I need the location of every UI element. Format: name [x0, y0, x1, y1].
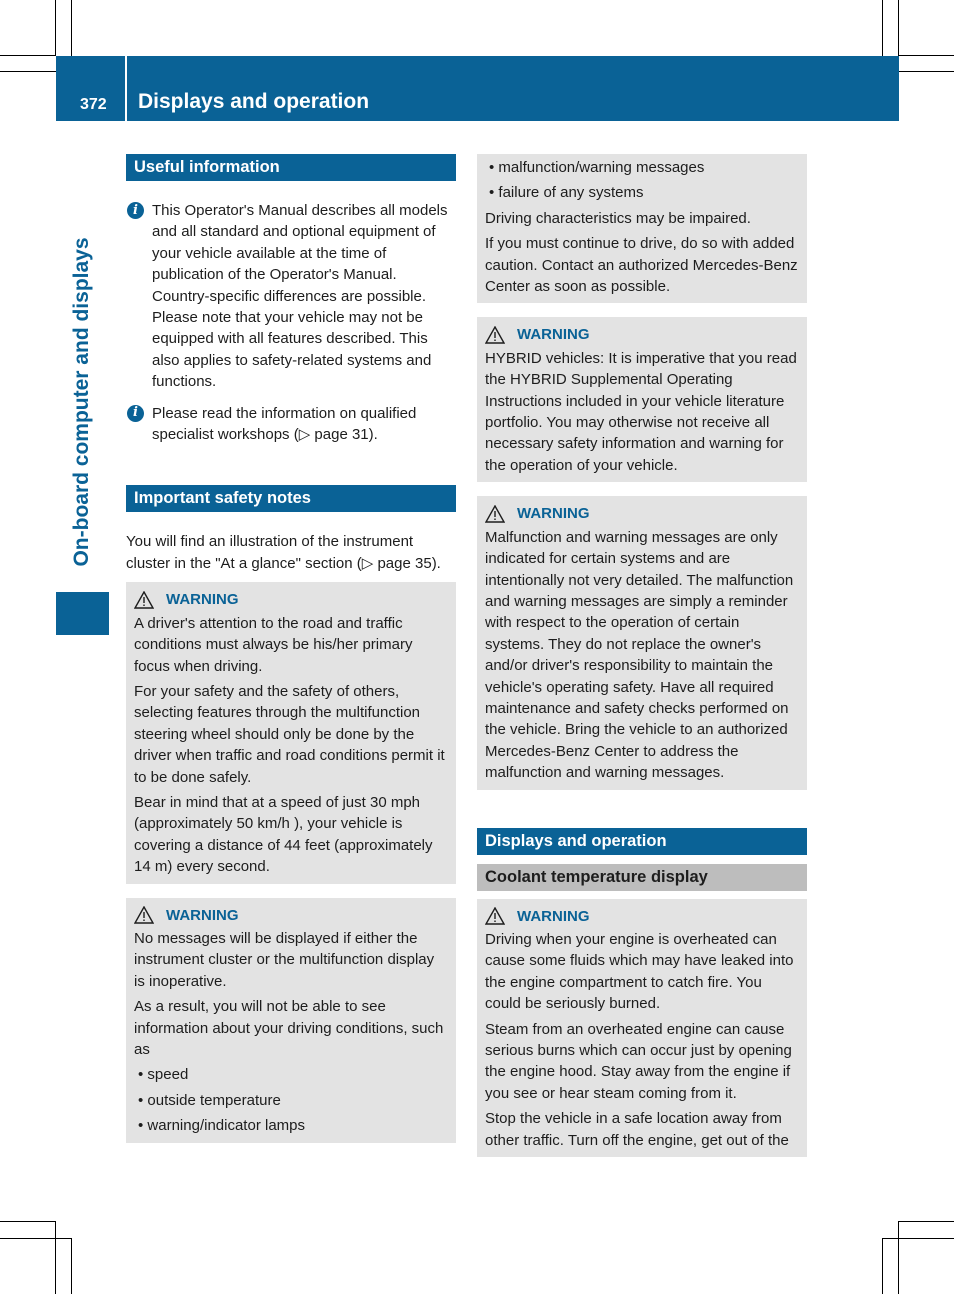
section-heading-important-safety-notes: Important safety notes [126, 485, 456, 512]
warning-text: HYBRID vehicles: It is imperative that you read the HYBRID Supplemental Operating Instructions included in your vehicle literature portfolio. You may otherwise not receive all necessary safety information and warning for the operation of your vehicle. [485, 349, 797, 474]
left-column [126, 154, 456, 1143]
info-note [126, 403, 456, 446]
warning-triangle-icon [485, 326, 505, 344]
warning-heading [485, 324, 799, 345]
crop-mark [0, 1221, 56, 1222]
warning-text: As a result, you will not be able to see information about your driving conditions, such as [134, 998, 444, 1058]
crop-mark [71, 1238, 72, 1294]
info-note [126, 200, 456, 393]
warning-label: WARNING [517, 505, 590, 523]
subsection-heading-coolant-temperature-display: Coolant temperature display [477, 864, 807, 891]
crop-mark [898, 1221, 899, 1294]
info-text: This Operator's Manual describes all models and all standard and optional equipment of your vehicle available at the time of publication of the Operator's Manual. Country-specific differences are possible. Please note that your vehicle may not be equipped with all features described. This also applies to safety-related systems and functions. [152, 202, 448, 391]
crop-mark [55, 1221, 56, 1294]
list-item: • outside temperature [138, 1091, 281, 1109]
info-icon: i [127, 405, 144, 422]
warning-box-continued [477, 154, 807, 303]
side-tab-label: On-board computer and displays [70, 237, 93, 567]
crop-mark [899, 71, 954, 72]
warning-box [477, 317, 807, 482]
warning-box [477, 899, 807, 1157]
warning-label: WARNING [166, 906, 239, 924]
header-title: Displays and operation [138, 90, 370, 113]
crop-mark [882, 0, 883, 56]
warning-text: A driver's attention to the road and traffic conditions must always be his/her primary focus when driving. [134, 614, 413, 675]
list-item: • speed [138, 1066, 189, 1084]
warning-triangle-icon [134, 591, 154, 609]
warning-box [477, 496, 807, 789]
warning-text: Malfunction and warning messages are only indicated for certain systems and are intentionally not very detailed. The malfunction and warning messages are simply a reminder with respect to the operation of certain systems. They do not replace the owner's and/or driver's responsibility to maintain the vehicle's operating safety. Have all required maintenance and safety checks performed on the vehicle. Bring the vehicle to an authorized Mercedes-Benz Center to address the malfunction and warning messages. [485, 528, 794, 782]
warning-label: WARNING [517, 907, 590, 925]
warning-text: Bear in mind that at a speed of just 30 mph (approximately 50 km/h ), your vehicle is covering a distance of 44 feet (approximately 14 m) every second. [134, 793, 433, 876]
warning-heading [134, 589, 448, 610]
crop-mark [899, 55, 954, 56]
list-item: • failure of any systems [489, 184, 644, 202]
intro-paragraph: You will find an illustration of the instrument cluster in the "At a glance" section (▷ page 35). [126, 533, 441, 572]
warning-label: WARNING [166, 591, 239, 609]
warning-box [126, 898, 456, 1143]
page-number: 372 [80, 96, 107, 113]
header-divider [125, 56, 127, 121]
info-icon: i [127, 202, 144, 219]
crop-mark [71, 0, 72, 56]
crop-mark [0, 71, 56, 72]
side-tab-marker [56, 592, 109, 635]
list-item: • warning/indicator lamps [138, 1117, 305, 1135]
crop-mark [0, 1238, 72, 1239]
section-heading-useful-information: Useful information [126, 154, 456, 181]
info-text: Please read the information on qualified specialist workshops (▷ page 31). [152, 404, 417, 444]
warning-text: Stop the vehicle in a safe location away from other traffic. Turn off the engine, get out of the [485, 1110, 789, 1149]
warning-text: Driving when your engine is overheated can cause some fluids which may have leaked into the engine compartment to catch fire. You could be seriously burned. [485, 930, 794, 1013]
crop-mark [899, 1221, 954, 1222]
warning-box [126, 582, 456, 883]
right-column [477, 154, 807, 1157]
warning-heading [134, 905, 448, 926]
warning-text: Driving characteristics may be impaired. [485, 209, 751, 227]
warning-triangle-icon [485, 907, 505, 925]
warning-text: If you must continue to drive, do so with added caution. Contact an authorized Mercedes-Benz Center as soon as possible. [485, 235, 798, 296]
list-item: • malfunction/warning messages [489, 159, 705, 176]
warning-triangle-icon [134, 906, 154, 924]
crop-mark [882, 1238, 954, 1239]
section-heading-displays-and-operation: Displays and operation [477, 828, 807, 855]
crop-mark [898, 0, 899, 56]
crop-mark [882, 1238, 883, 1294]
warning-heading [485, 906, 799, 927]
warning-text: No messages will be displayed if either the instrument cluster or the multifunction display is inoperative. [134, 929, 435, 990]
warning-label: WARNING [517, 326, 590, 344]
warning-heading [485, 503, 799, 524]
crop-mark [55, 0, 56, 56]
warning-text: For your safety and the safety of others, selecting features through the multifunction steering wheel should only be done by the driver when traffic and road conditions permit it to be done safely. [134, 682, 445, 786]
crop-mark [0, 55, 56, 56]
warning-triangle-icon [485, 505, 505, 523]
warning-text: Steam from an overheated engine can cause serious burns which can occur just by opening the engine hood. Stay away from the engine if you see or hear steam coming from it. [485, 1020, 792, 1102]
